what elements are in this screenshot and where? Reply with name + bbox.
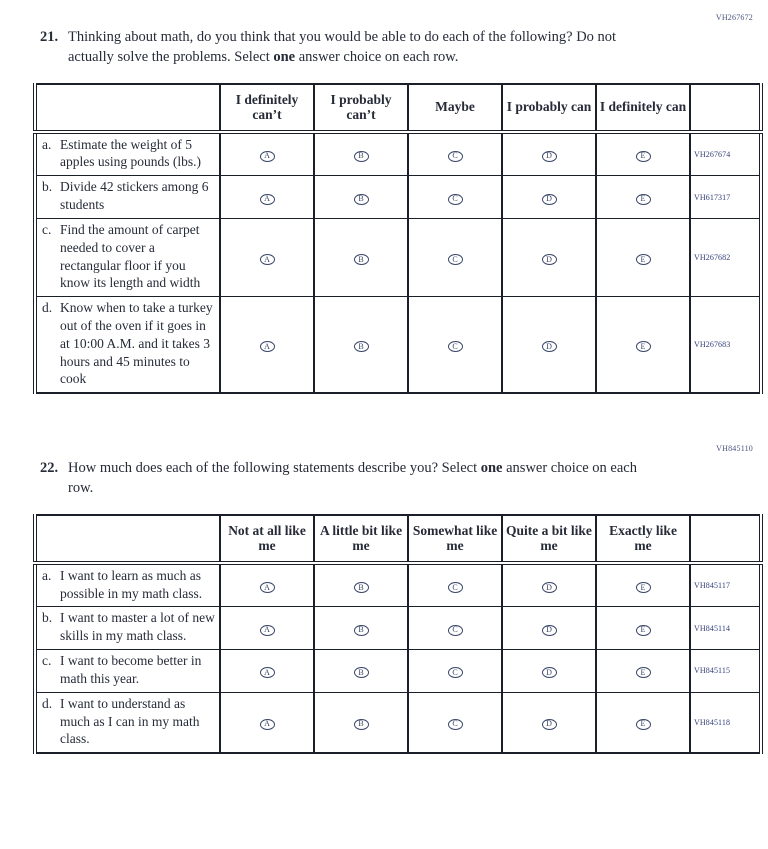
option-cell	[596, 218, 690, 296]
option-cell	[408, 607, 502, 650]
item-text: I want to learn as much as possible in my math class.	[60, 567, 203, 601]
option-cell	[220, 218, 314, 296]
column-header-quite-a-bit: Quite a bit like me	[502, 515, 596, 563]
question-21-text-bold: one	[273, 49, 296, 66]
row-vh-code: VH267683	[690, 297, 761, 394]
item-label: a.	[42, 567, 52, 583]
option-bubble-d[interactable]: D	[542, 719, 557, 730]
option-cell	[314, 692, 408, 753]
option-bubble-d[interactable]: D	[542, 341, 557, 352]
option-bubble-d[interactable]: D	[542, 582, 557, 593]
item-text: I want to become better in math this year.	[60, 653, 202, 686]
question-22-number: 22.	[40, 460, 59, 477]
item-cell	[35, 132, 220, 176]
option-cell	[220, 176, 314, 219]
option-cell	[596, 132, 690, 176]
option-bubble-b[interactable]: B	[354, 625, 369, 636]
option-bubble-a[interactable]: A	[260, 719, 275, 730]
item-label: d.	[42, 695, 53, 711]
option-cell	[502, 176, 596, 219]
option-bubble-d[interactable]: D	[542, 667, 557, 678]
option-bubble-a[interactable]: A	[260, 625, 275, 636]
table-row-21a	[35, 132, 761, 176]
option-bubble-d[interactable]: D	[542, 194, 557, 205]
option-cell	[502, 297, 596, 394]
option-cell	[408, 132, 502, 176]
option-bubble-a[interactable]: A	[260, 582, 275, 593]
item-text: I want to understand as much as I can in my math class.	[60, 695, 200, 747]
option-cell	[596, 563, 690, 607]
table-row-21b	[35, 176, 761, 219]
option-cell	[408, 218, 502, 296]
option-bubble-e[interactable]: E	[636, 254, 651, 265]
column-header-somewhat: Somewhat like me	[408, 515, 502, 563]
option-cell	[220, 650, 314, 693]
option-bubble-e[interactable]: E	[636, 582, 651, 593]
header-row	[35, 84, 761, 132]
option-bubble-a[interactable]: A	[260, 254, 275, 265]
option-bubble-b[interactable]: B	[354, 151, 369, 162]
code-column-header	[690, 515, 761, 563]
option-cell	[502, 607, 596, 650]
option-bubble-e[interactable]: E	[636, 151, 651, 162]
code-column-header	[690, 84, 761, 132]
option-bubble-b[interactable]: B	[354, 667, 369, 678]
item-cell	[35, 218, 220, 296]
option-cell	[502, 218, 596, 296]
option-bubble-a[interactable]: A	[260, 194, 275, 205]
option-bubble-d[interactable]: D	[542, 625, 557, 636]
option-bubble-a[interactable]: A	[260, 341, 275, 352]
option-cell	[220, 692, 314, 753]
item-text: Divide 42 stickers among 6 students	[60, 179, 209, 213]
option-bubble-b[interactable]: B	[354, 194, 369, 205]
option-cell	[314, 563, 408, 607]
option-bubble-a[interactable]: A	[260, 667, 275, 678]
question-22-text-bold: one	[480, 460, 503, 477]
option-cell	[408, 297, 502, 394]
option-bubble-d[interactable]: D	[542, 254, 557, 265]
option-cell	[314, 218, 408, 296]
row-vh-code: VH845115	[690, 650, 761, 693]
option-bubble-a[interactable]: A	[260, 151, 275, 162]
question-21-vh-code: VH267672	[715, 13, 753, 22]
option-cell	[596, 650, 690, 693]
item-label: b.	[42, 179, 53, 195]
option-cell	[220, 563, 314, 607]
item-column-header	[35, 515, 220, 563]
question-22-text	[68, 458, 658, 499]
question-22-vh-code: VH845110	[716, 444, 753, 454]
option-cell	[408, 650, 502, 693]
option-bubble-c[interactable]: C	[448, 254, 463, 265]
option-cell	[596, 607, 690, 650]
option-bubble-c[interactable]: C	[448, 151, 463, 162]
item-label: c.	[42, 653, 52, 669]
response-table-21	[33, 83, 763, 395]
item-text: Know when to take a turkey out of the oven if it goes in at 10:00 A.M. and it takes 3 hours and 45 minutes to cook	[60, 300, 213, 387]
question-21-number: 21.	[40, 29, 59, 45]
option-cell	[314, 132, 408, 176]
item-cell	[35, 692, 220, 753]
option-cell	[502, 132, 596, 176]
item-text: Find the amount of carpet needed to cover a rectangular floor if you know its length and width	[60, 221, 201, 291]
question-21	[40, 27, 658, 68]
option-bubble-c[interactable]: C	[448, 719, 463, 730]
column-header-probably-can: I probably can	[502, 84, 596, 132]
option-bubble-b[interactable]: B	[354, 582, 369, 593]
option-cell	[408, 563, 502, 607]
question-22-text-post: answer choice on each row.	[68, 460, 637, 497]
option-bubble-e[interactable]: E	[636, 194, 651, 205]
option-cell	[220, 297, 314, 394]
item-text: Estimate the weight of 5 apples using pounds (lbs.)	[60, 136, 201, 170]
option-cell	[596, 297, 690, 394]
header-row	[35, 515, 761, 563]
option-cell	[314, 297, 408, 394]
question-21-text-post: answer choice on each row.	[295, 49, 459, 66]
option-bubble-b[interactable]: B	[354, 719, 369, 730]
option-bubble-e[interactable]: E	[636, 625, 651, 636]
item-cell	[35, 607, 220, 650]
response-table-22	[33, 514, 763, 754]
row-vh-code: VH845118	[690, 692, 761, 753]
table-row-21d	[35, 297, 761, 394]
row-vh-code: VH845117	[690, 563, 761, 607]
item-cell	[35, 563, 220, 607]
option-cell	[408, 176, 502, 219]
item-column-header	[35, 84, 220, 132]
table-row-22a	[35, 563, 761, 607]
option-bubble-e[interactable]: E	[636, 667, 651, 678]
option-bubble-b[interactable]: B	[354, 254, 369, 265]
question-22	[40, 458, 658, 499]
option-cell	[502, 692, 596, 753]
question-22-code-line	[0, 444, 768, 453]
option-cell	[502, 650, 596, 693]
item-label: b.	[42, 610, 53, 626]
option-cell	[314, 650, 408, 693]
column-header-definitely-cant: I definitely can’t	[220, 84, 314, 132]
table-row-22d	[35, 692, 761, 753]
option-bubble-c[interactable]: C	[448, 625, 463, 636]
option-bubble-b[interactable]: B	[354, 341, 369, 352]
column-header-definitely-can: I definitely can	[596, 84, 690, 132]
option-bubble-e[interactable]: E	[636, 341, 651, 352]
column-header-little-bit: A little bit like me	[314, 515, 408, 563]
option-cell	[502, 563, 596, 607]
option-cell	[596, 692, 690, 753]
item-cell	[35, 297, 220, 394]
item-text: I want to master a lot of new skills in my math class.	[60, 610, 215, 644]
question-22-text-pre: How much does each of the following statements describe you? Select	[68, 460, 481, 477]
column-header-not-at-all: Not at all like me	[220, 515, 314, 563]
option-cell	[314, 176, 408, 219]
option-cell	[596, 176, 690, 219]
table-row-22c	[35, 650, 761, 693]
option-bubble-e[interactable]: E	[636, 719, 651, 730]
row-vh-code: VH267674	[690, 132, 761, 176]
question-21-code-line	[0, 13, 768, 22]
option-bubble-c[interactable]: C	[448, 341, 463, 352]
table-row-22b	[35, 607, 761, 650]
column-header-maybe: Maybe	[408, 84, 502, 132]
item-cell	[35, 176, 220, 219]
column-header-probably-cant: I probably can’t	[314, 84, 408, 132]
column-header-exactly: Exactly like me	[596, 515, 690, 563]
option-cell	[220, 607, 314, 650]
option-cell	[220, 132, 314, 176]
question-21-text-pre: Thinking about math, do you think that you would be able to do each of the following? Do not actually solve the problems. Select	[68, 29, 617, 66]
item-label: d.	[42, 300, 53, 316]
item-label: c.	[42, 221, 52, 237]
item-label: a.	[42, 136, 52, 152]
row-vh-code: VH845114	[690, 607, 761, 650]
question-21-text	[68, 27, 658, 68]
option-bubble-c[interactable]: C	[448, 194, 463, 205]
table-row-21c	[35, 218, 761, 296]
item-cell	[35, 650, 220, 693]
option-bubble-c[interactable]: C	[448, 582, 463, 593]
option-cell	[408, 692, 502, 753]
row-vh-code: VH617317	[690, 176, 761, 219]
row-vh-code: VH267682	[690, 218, 761, 296]
option-bubble-d[interactable]: D	[542, 151, 557, 162]
option-cell	[314, 607, 408, 650]
option-bubble-c[interactable]: C	[448, 667, 463, 678]
